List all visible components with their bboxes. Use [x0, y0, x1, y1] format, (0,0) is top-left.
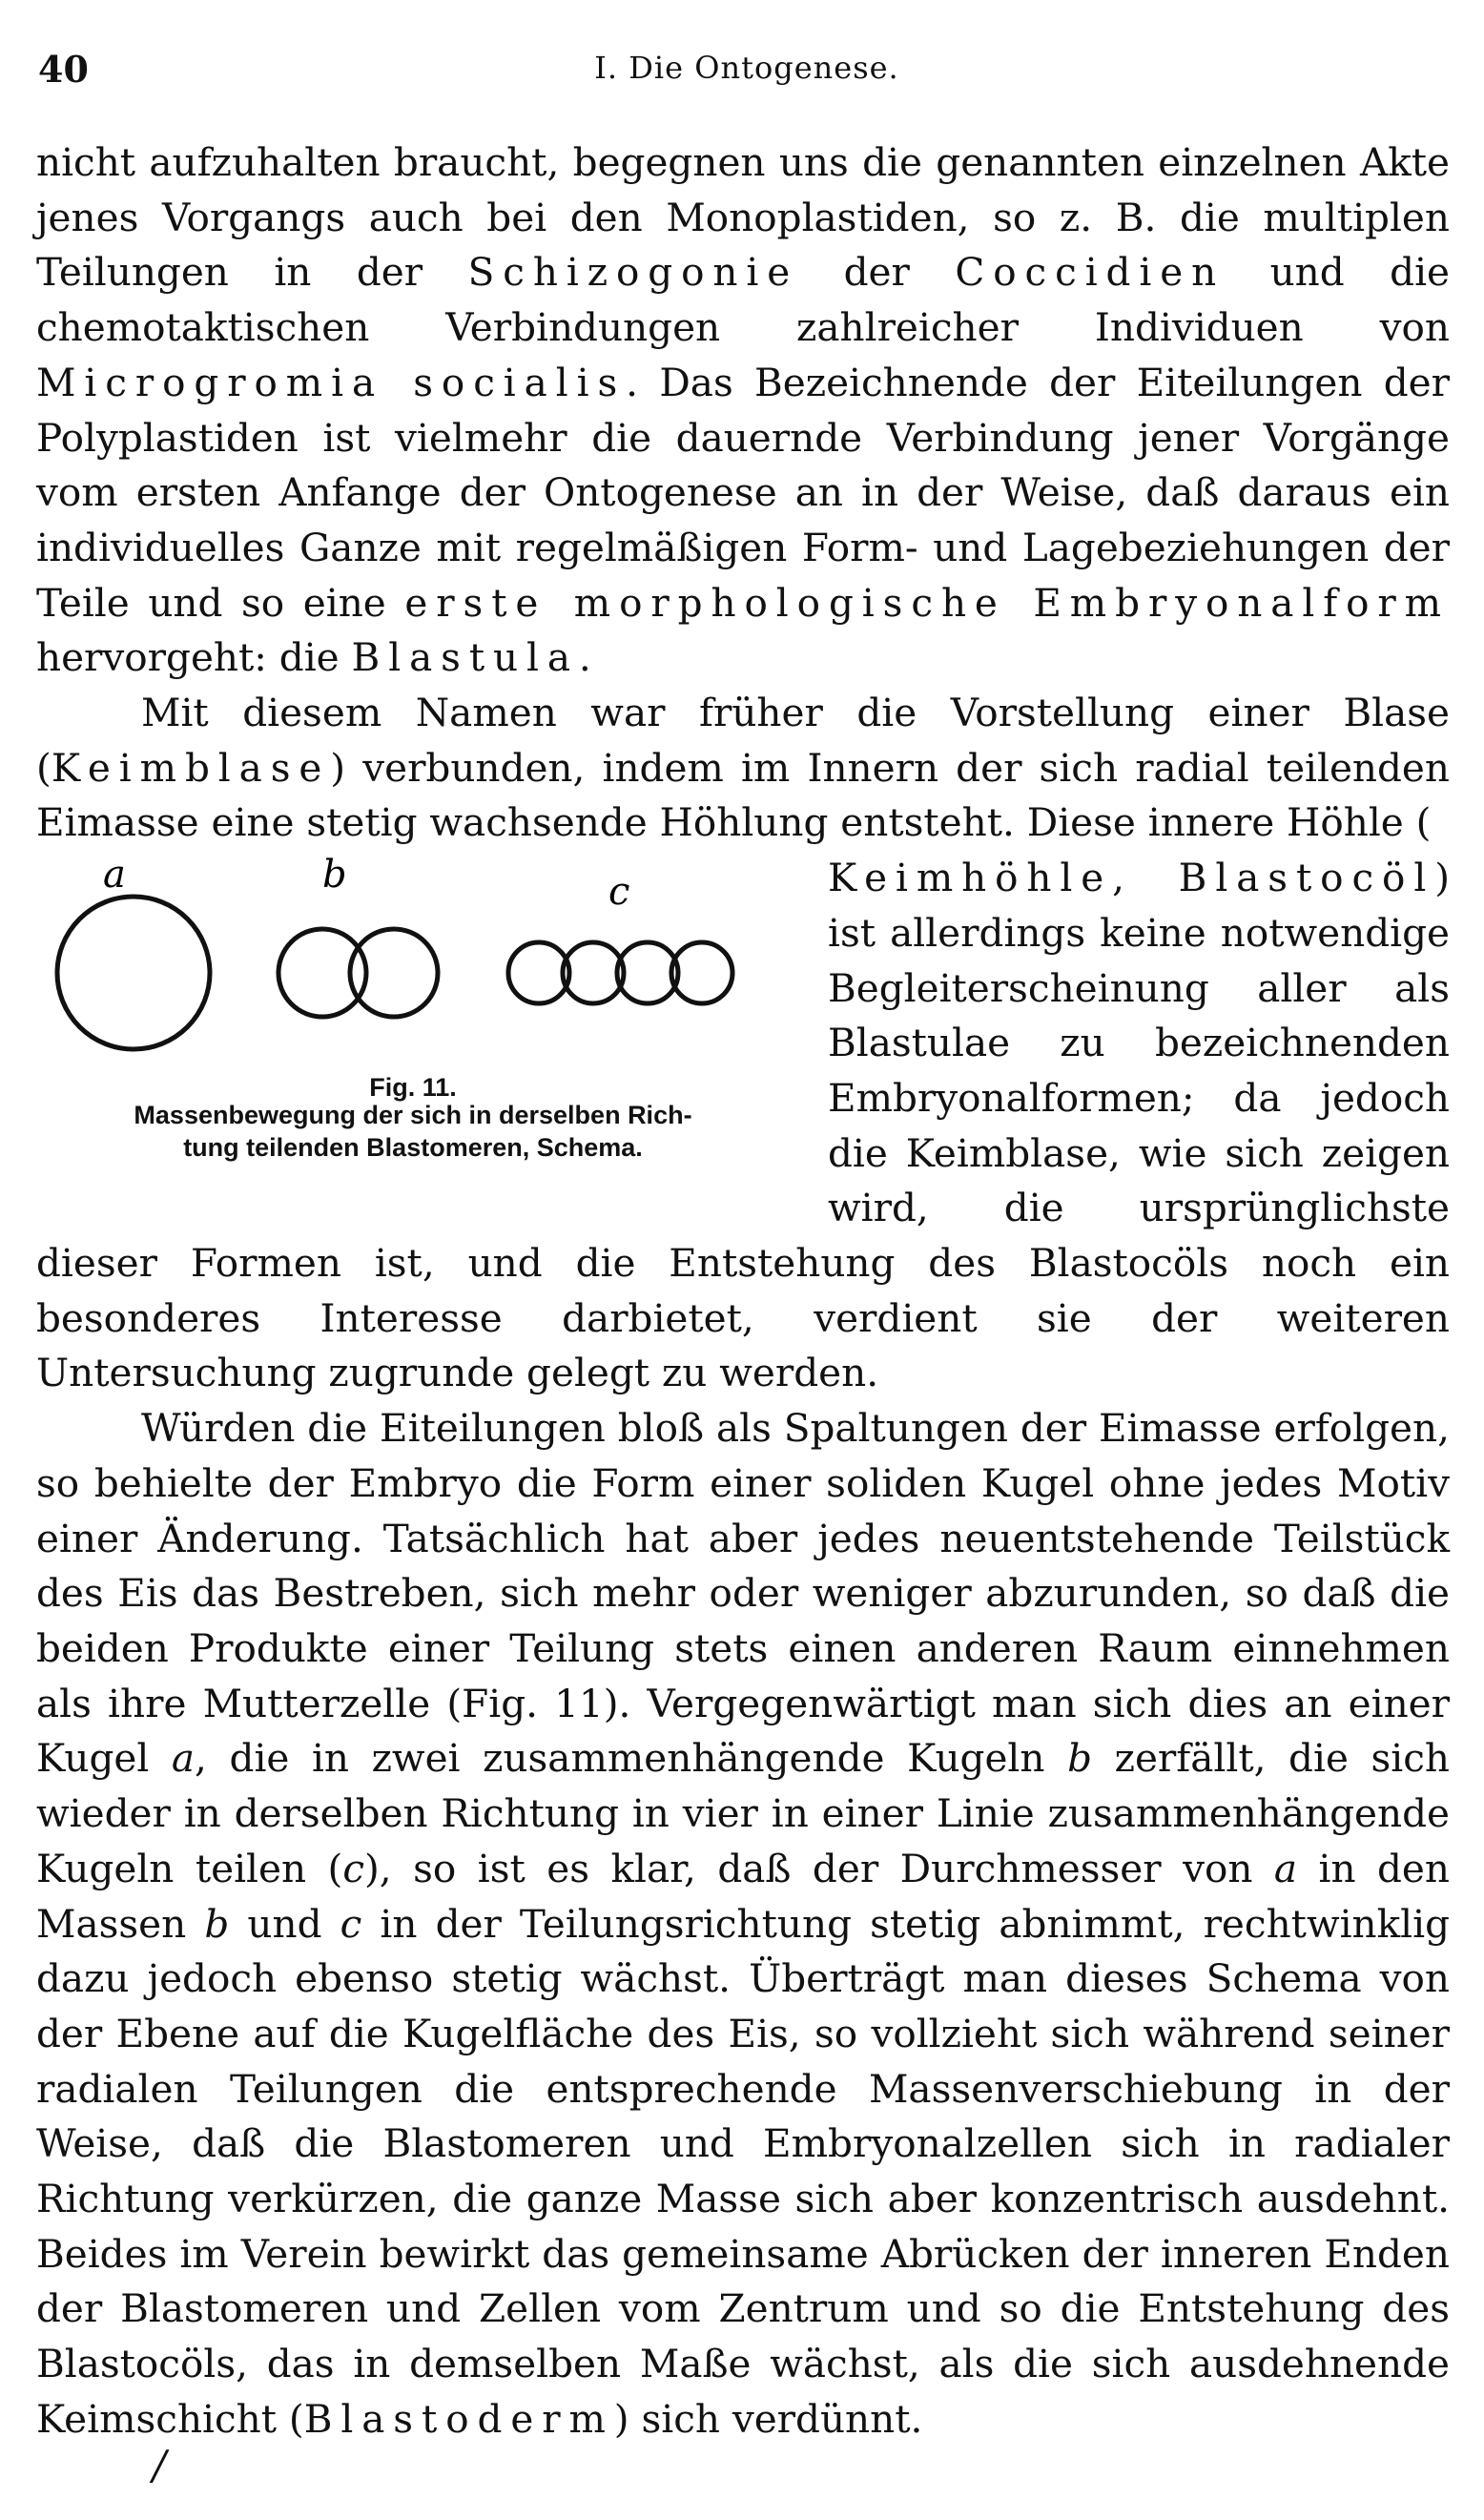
figure-label-a: a	[103, 853, 126, 898]
text-run: ) sich verdünnt.	[613, 2395, 923, 2442]
figure-caption-line-2: tung teilenden Blastomeren, Schema.	[183, 1133, 643, 1163]
figure-label-c: c	[608, 870, 630, 915]
text-run: ) ist allerdings keine notwendige Begleiterscheinung aller als Blastulae zu bezeichnenden Embryonalformen; da jedoch die Keimblase, wie sich zeigen wird, die ursprünglichste dieser Formen ist, und die Entstehung des Blastocöls noch ein besonderes Interesse darbietet, verdient sie der weiteren Untersuchung zugrunde gelegt zu werden.	[36, 855, 1450, 1396]
text-run: hervorgeht: die	[36, 634, 352, 681]
sphere-b-1	[278, 929, 366, 1017]
text-run: .	[578, 634, 591, 681]
italic-variable: c	[340, 1900, 362, 1947]
cell-division-diagram	[36, 851, 790, 1070]
sphere-c-2	[563, 942, 624, 1003]
spaced-term: Blastula	[351, 634, 579, 681]
figure-caption-line-1: Massenbewegung der sich in derselben Rich-	[134, 1101, 692, 1130]
text-run: der	[798, 249, 956, 296]
spaced-term: Keimhöhle, Blastocöl	[828, 855, 1435, 901]
text-run: und	[229, 1900, 340, 1947]
text-run: Würden die Eiteilungen bloß als Spaltungen der Eimasse erfolgen, so behielte der Embryo die Form einer soliden Kugel ohne jedes Motiv einer Änderung. Tatsächlich hat aber jedes neuentstehende Teilstück des Eis das Bestreben, sich mehr oder weniger abzurunden, so daß die beiden Produkte einer Teilung stets einen anderen Raum einnehmen als ihre Mutterzelle (Fig. 11). Vergegenwärtigt man sich dies an einer Kugel	[36, 1405, 1450, 1782]
paragraph-2	[36, 686, 1450, 851]
text-run: zerfällt, die sich wieder in derselben Richtung in vier in einer Linie zusammenhängende Kugeln teilen (	[36, 1735, 1451, 1891]
page-header	[38, 48, 1455, 114]
text-run: ), so ist es klar, daß der Durchmesser von	[364, 1845, 1274, 1891]
spaced-term: Coccidien	[955, 249, 1226, 296]
figure-11	[36, 851, 790, 1204]
spaced-term: Schizogonie	[467, 249, 799, 296]
italic-variable: a	[171, 1735, 196, 1782]
text-run: in den Massen	[36, 1845, 1450, 1947]
italic-variable: b	[204, 1900, 230, 1947]
sphere-b-2	[350, 929, 438, 1017]
page-number: 40	[38, 48, 89, 91]
sphere-a	[57, 897, 210, 1049]
paragraph-1	[36, 135, 1450, 686]
italic-variable: c	[342, 1845, 364, 1891]
spaced-term: erste morphologische Embryonalform	[404, 579, 1450, 626]
paragraph-3	[36, 1401, 1450, 2447]
sphere-c-3	[617, 942, 678, 1003]
spaced-term: Blastoderm	[303, 2395, 614, 2442]
spaced-term: Microgromia socialis	[36, 359, 627, 405]
text-run: nicht aufzuhalten braucht, begegnen uns die genannten einzelnen Akte jenes Vorgangs auch bei den Monoplastiden, so z. B. die multiplen Teilungen in der	[36, 139, 1450, 296]
text-run: ) verbunden, indem im Innern der sich radial teilenden Eimasse eine stetig wachsende Höhlung entsteht. Diese innere Höhle (	[36, 744, 1450, 846]
figure-number: Fig. 11.	[369, 1073, 457, 1103]
text-run: Mit diesem Namen war früher die Vorstellung einer Blase (	[36, 690, 1450, 791]
text-run: , die in zwei zusammenhängende Kugeln	[195, 1735, 1068, 1782]
figure-label-b: b	[322, 853, 347, 898]
spaced-term: Keimblase	[51, 744, 331, 791]
italic-variable: b	[1067, 1735, 1093, 1782]
body-text	[36, 135, 1450, 2448]
italic-variable: a	[1273, 1845, 1298, 1891]
footer-mark: /	[153, 2442, 167, 2489]
figure-caption	[36, 1099, 790, 1164]
text-run: und die chemotaktischen Verbindungen zahlreicher Individuen von	[36, 249, 1450, 351]
sphere-c-4	[671, 942, 732, 1003]
sphere-c-1	[508, 942, 569, 1003]
running-head: I. Die Ontogenese.	[594, 50, 899, 86]
text-run: in der Teilungsrichtung stetig abnimmt, rechtwinklig dazu jedoch ebenso stetig wächst. Überträgt man dieses Schema von der Ebene auf die Kugelfläche des Eis, so vollzieht sich während seiner radialen Teilungen die entsprechende Massenverschiebung in der Weise, daß die Blastomeren und Embryonalzellen sich in radialer Richtung verkürzen, die ganze Masse sich aber konzentrisch ausdehnt. Beides im Verein bewirkt das gemeinsame Abrücken der inneren Enden der Blastomeren und Zellen vom Zentrum und so die Entstehung des Blastocöls, das in demselben Maße wächst, als die sich ausdehnende Keimschicht (	[36, 1900, 1451, 2442]
text-run: . Das Bezeichnende der Eiteilungen der Polyplastiden ist vielmehr die dauernde Verbindung jener Vorgänge vom ersten Anfange der Ontogenese an in der Weise, daß daraus ein individuelles Ganze mit regelmäßigen Form- und Lagebeziehungen der Teile und so eine	[36, 359, 1450, 626]
